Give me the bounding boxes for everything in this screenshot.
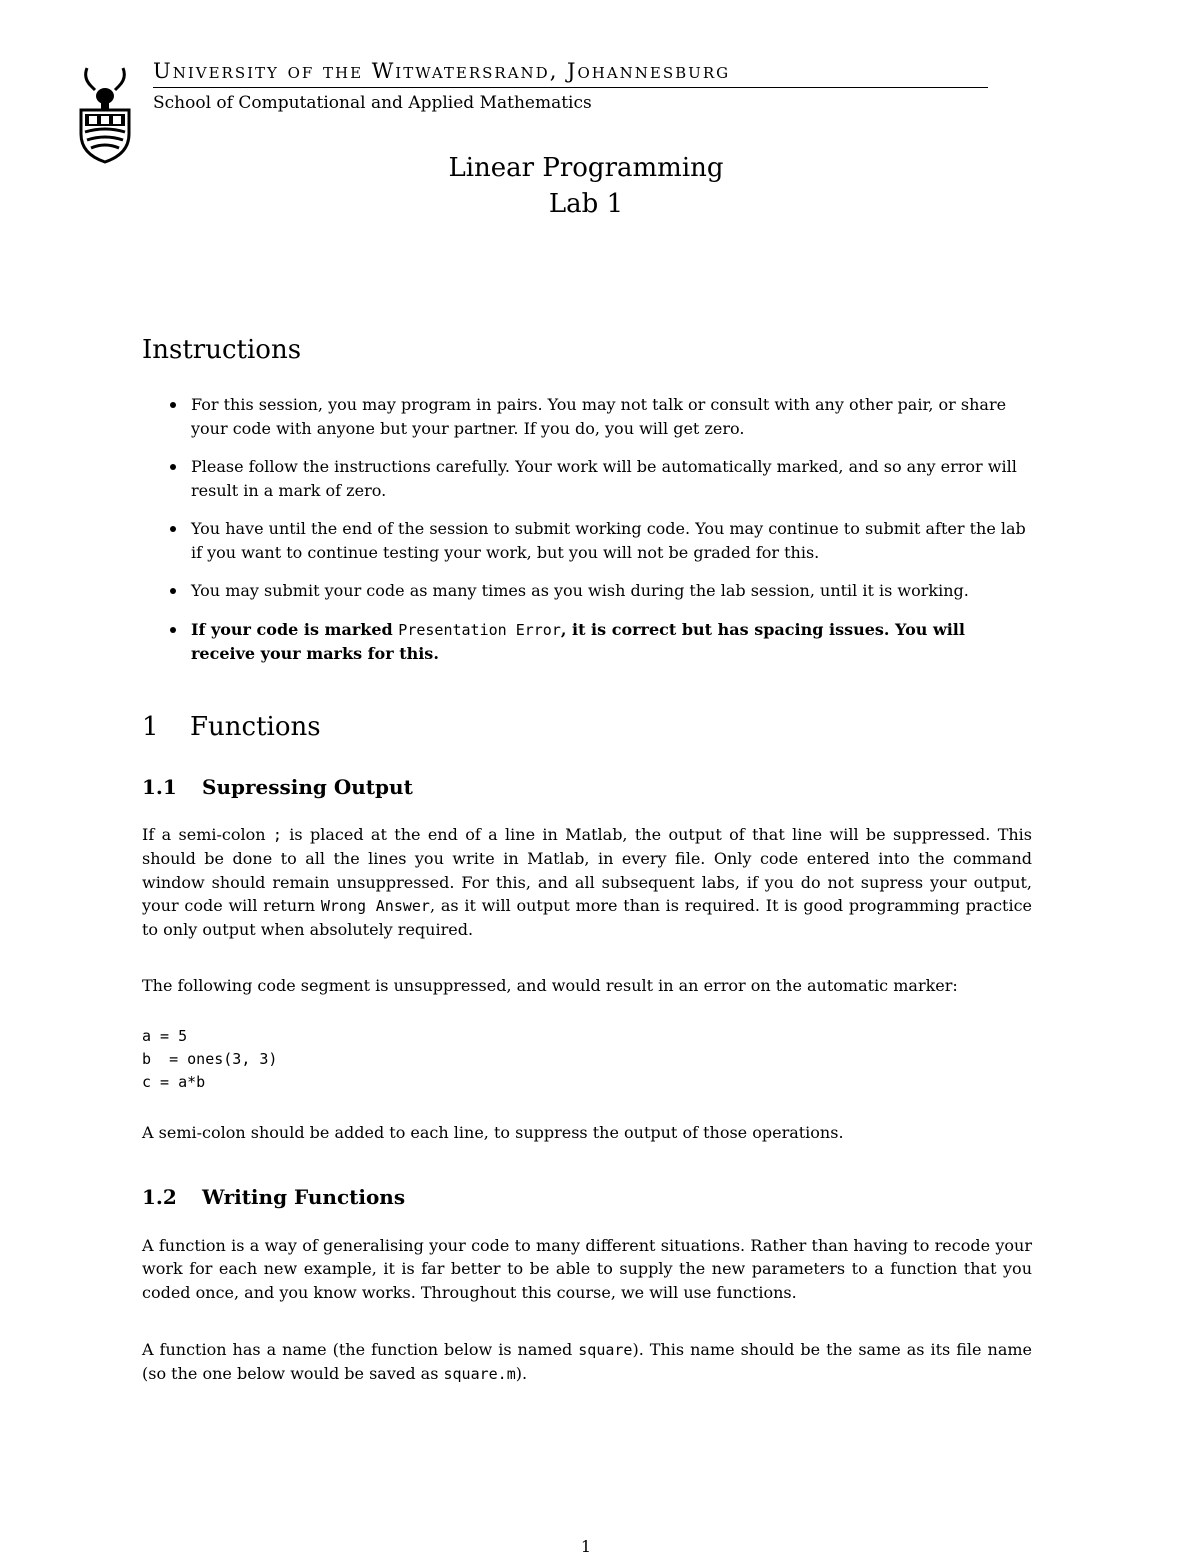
semicolon-paragraph: A semi-colon should be added to each line, to suppress the output of those operations.: [142, 1123, 844, 1142]
instructions-list: [166, 393, 1032, 681]
code-line: b = ones(3, 3): [142, 1050, 278, 1068]
list-item: Please follow the instructions carefully. Your work will be automatically marked, and so any error will result in a mark of zero.: [166, 455, 1032, 502]
suppressing-output-paragraph: If a semi-colon ; is placed at the end of a line in Matlab, the output of that line will be suppressed. This should be done to all the lines you write in Matlab, in every file. Only code entered into the command window should remain unsuppressed. For this, and all subsequent labs, if you do not supress your output, your code will return Wrong Answer, as it will output more than is required. It is good programming practice to only output when absolutely required.: [142, 825, 1033, 940]
bullet-icon: [170, 588, 176, 594]
code-line: a = 5: [142, 1027, 188, 1045]
code-intro-paragraph: The following code segment is unsuppressed, and would result in an error on the automatic marker:: [142, 976, 958, 995]
list-item: You have until the end of the session to submit working code. You may continue to submit after the lab if you want to continue testing your work, but you will not be graded for this.: [166, 517, 1032, 564]
section-1-2-heading: 1.2 Writing Functions: [142, 1185, 406, 1209]
writing-functions-paragraph: A function is a way of generalising your code to many different situations. Rather than having to recode your work for each new example, it is far better to be able to supply the new parameters to a function that you coded once, and you know works. Throughout this course, we will use functions.: [142, 1236, 1032, 1302]
instructions-heading: Instructions: [142, 335, 302, 365]
page-number: 1: [580, 1537, 592, 1556]
bullet-icon: [170, 464, 176, 470]
document-subtitle: Lab 1: [548, 189, 624, 219]
section-1-1-heading: 1.1 Supressing Output: [142, 775, 413, 799]
bullet-icon: [170, 627, 176, 633]
list-item-presentation-error: If your code is marked Presentation Error, it is correct but has spacing issues. You will receive your marks for this.: [166, 618, 1032, 666]
document-title: Linear Programming: [448, 153, 724, 183]
list-item: For this session, you may program in pairs. You may not talk or consult with any other pair, or share your code with anyone but your partner. If you do, you will get zero.: [166, 393, 1032, 440]
university-crest-logo: [75, 64, 135, 164]
bullet-icon: [170, 526, 176, 532]
school-name: School of Computational and Applied Mathematics: [153, 93, 592, 113]
section-1-heading: 1 Functions: [142, 712, 321, 742]
list-item: You may submit your code as many times as you wish during the lab session, until it is working.: [166, 579, 1032, 603]
bullet-icon: [170, 402, 176, 408]
university-name: University of the Witwatersrand, Johannesburg: [153, 58, 988, 88]
code-line: c = a*b: [142, 1073, 206, 1091]
function-name-paragraph: A function has a name (the function below is named square). This name should be the same as its file name (so the one below would be saved as square.m).: [142, 1340, 1032, 1384]
